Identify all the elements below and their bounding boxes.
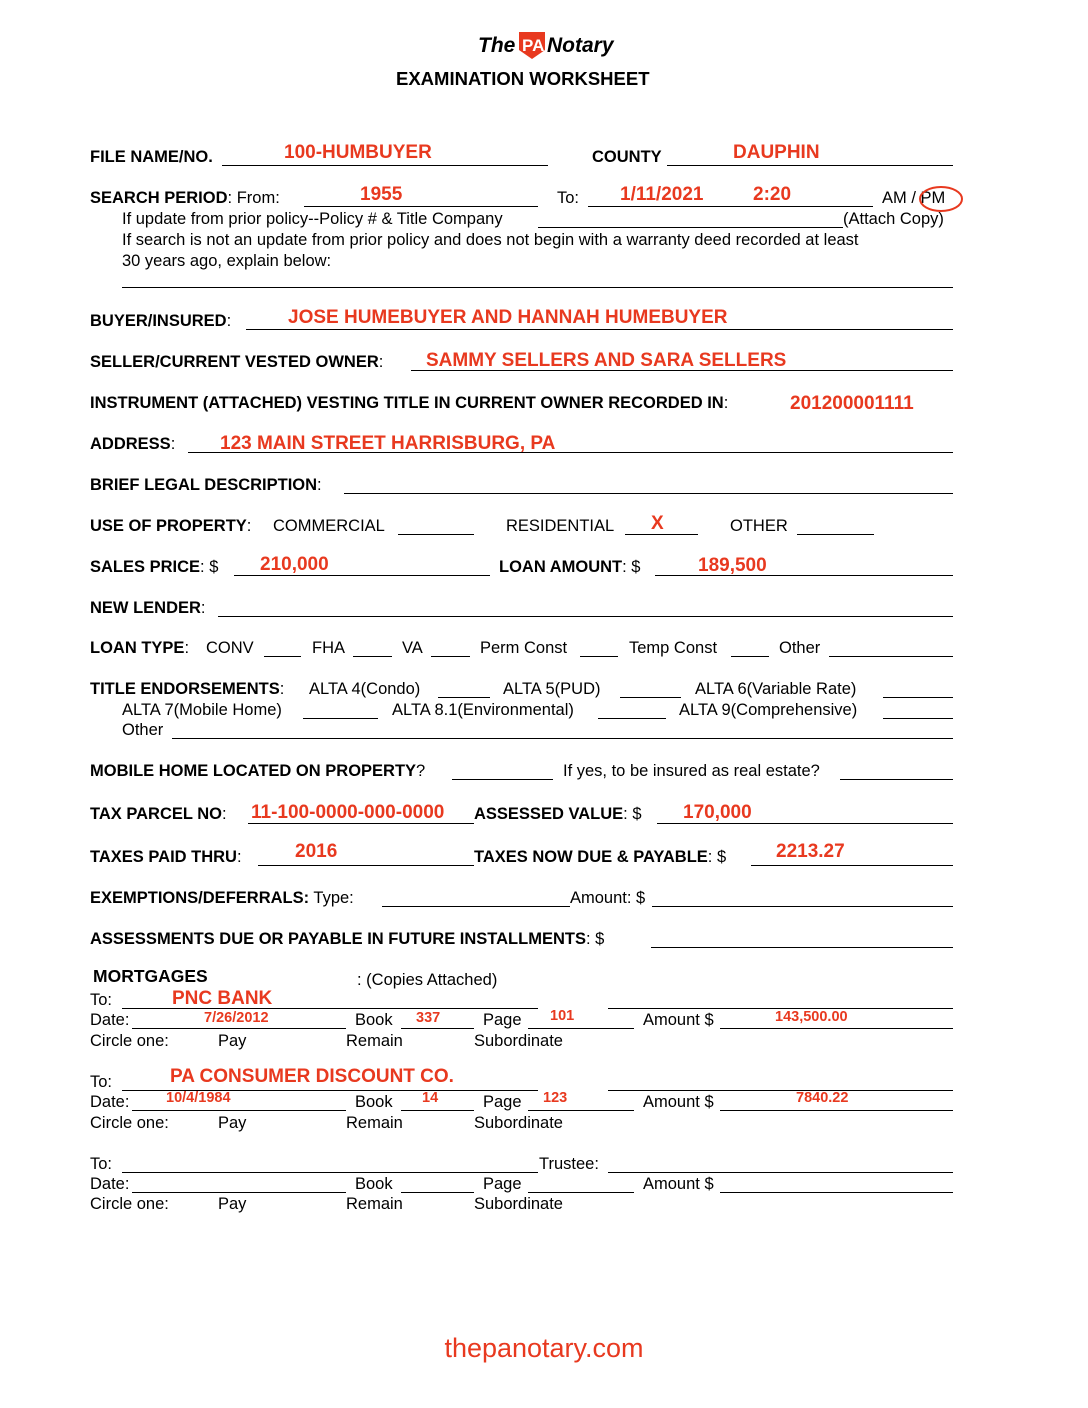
logo-mark [478, 26, 638, 62]
mortgage-1-to-value: PNC BANK [172, 988, 273, 1009]
mortgage-2-book-label: Book [355, 1093, 393, 1111]
mortgage-1-book-value: 337 [416, 1010, 441, 1026]
mortgage-3-circle-label: Circle one: [90, 1195, 169, 1213]
mortgage-1-page-line[interactable] [528, 1028, 634, 1029]
mortgage-3-to-label: To: [90, 1155, 113, 1173]
mortgage-3-to-line[interactable] [122, 1172, 538, 1173]
mortgage-2-date-line[interactable] [132, 1110, 346, 1111]
legal-label: BRIEF LEGAL DESCRIPTION [90, 476, 318, 494]
tax-parcel-value: 11-100-0000-000-0000 [251, 802, 445, 823]
mortgage-3-page-label: Page [483, 1175, 522, 1193]
mortgage-2-amount-line[interactable] [720, 1110, 953, 1111]
search-from-line[interactable] [304, 206, 538, 207]
mortgage-2-circle-label: Circle one: [90, 1114, 169, 1132]
taxes-paid-line[interactable] [258, 865, 474, 866]
residential-mark: X [651, 513, 664, 534]
use-label: USE OF PROPERTY [90, 517, 247, 535]
mortgage-1-amount-value: 143,500.00 [775, 1009, 848, 1025]
address-label: ADDRESS [90, 435, 171, 453]
alta4-label: ALTA 4(Condo) [309, 680, 421, 698]
buyer-line[interactable] [246, 329, 953, 330]
tax-parcel-label: TAX PARCEL NO [90, 805, 223, 823]
county-line[interactable] [667, 165, 953, 166]
mortgage-3-trustee-line[interactable] [608, 1172, 953, 1173]
new-lender-line[interactable] [218, 616, 953, 617]
assessments-line[interactable] [651, 947, 953, 948]
exemptions-type-line[interactable] [382, 906, 570, 907]
attach-copy-label: (Attach Copy) [843, 210, 944, 228]
search-period-row [90, 189, 280, 208]
alta7-line[interactable] [303, 718, 378, 719]
alta5-label: ALTA 5(PUD) [503, 680, 601, 698]
assessed-row: ASSESSED VALUE: $ [474, 805, 642, 823]
svg-text:The: The [478, 34, 516, 57]
mortgage-2-date-label: Date: [90, 1093, 130, 1111]
address-row: ADDRESS: [90, 435, 176, 453]
svg-text:PA: PA [522, 36, 545, 55]
mortgage-1-remain-option[interactable]: Remain [346, 1032, 403, 1050]
taxes-due-row: TAXES NOW DUE & PAYABLE: $ [474, 848, 727, 866]
mortgage-1-pay-option[interactable]: Pay [218, 1032, 247, 1050]
exemptions-row [90, 889, 354, 908]
seller-label: SELLER/CURRENT VESTED OWNER [90, 353, 379, 371]
alta5-line[interactable] [620, 697, 681, 698]
copies-attached-label: : (Copies Attached) [357, 971, 498, 989]
mortgage-2-amount-label: Amount $ [643, 1093, 714, 1111]
mortgage-2-subordinate-option[interactable]: Subordinate [474, 1114, 563, 1132]
perm-const-label: Perm Const [480, 639, 568, 657]
to-label: To: [557, 189, 580, 207]
update-line-label: If update from prior policy--Policy # & Title Company [122, 210, 503, 228]
mortgage-2-date-value: 10/4/1984 [166, 1090, 231, 1106]
taxes-due-line[interactable] [751, 865, 953, 866]
county-label: COUNTY [592, 148, 662, 166]
file-name-label: FILE NAME/NO. [90, 148, 213, 166]
endorsements-label: TITLE ENDORSEMENTS [90, 680, 280, 698]
mortgage-3-subordinate-option[interactable]: Subordinate [474, 1195, 563, 1213]
buyer-row: BUYER/INSURED: [90, 312, 232, 330]
update-line[interactable] [538, 227, 843, 228]
mortgage-2-to-value: PA CONSUMER DISCOUNT CO. [170, 1066, 454, 1087]
file-name-value: 100-HUMBUYER [284, 142, 432, 163]
mortgage-1-date-value: 7/26/2012 [204, 1010, 269, 1026]
mortgage-3-trustee-label: Trustee: [539, 1155, 599, 1173]
assessed-value-value: 170,000 [683, 802, 752, 823]
other-use-line[interactable] [797, 534, 874, 535]
instrument-value: 201200001111 [790, 393, 914, 414]
conv-label: CONV [206, 639, 254, 657]
legal-line[interactable] [344, 493, 953, 494]
search-to-date-value: 1/11/2021 [620, 184, 704, 205]
use-row: USE OF PROPERTY: [90, 517, 252, 535]
alta9-line[interactable] [883, 718, 953, 719]
va-line[interactable] [431, 656, 470, 657]
mortgage-3-amount-line[interactable] [720, 1192, 953, 1193]
fha-label: FHA [312, 639, 345, 657]
mortgage-3-book-label: Book [355, 1175, 393, 1193]
am-pm-label: AM / PM [882, 189, 946, 207]
residential-label: RESIDENTIAL [506, 517, 615, 535]
search-period-label: SEARCH PERIOD [90, 189, 228, 207]
mobile-home-row: MOBILE HOME LOCATED ON PROPERTY? [90, 762, 426, 780]
exemptions-amount-label: Amount: $ [570, 889, 646, 907]
mortgage-1-to-label: To: [90, 991, 113, 1009]
search-from-value: 1955 [360, 184, 403, 205]
mortgage-3-date-line[interactable] [132, 1192, 346, 1193]
mortgage-1-amount-label: Amount $ [643, 1011, 714, 1029]
mortgage-2-page-value: 123 [543, 1090, 568, 1106]
seller-value: SAMMY SELLERS AND SARA SELLERS [426, 350, 787, 371]
sales-row: SALES PRICE: $ [90, 558, 219, 576]
mortgage-1-circle-label: Circle one: [90, 1032, 169, 1050]
mortgage-1-book-line[interactable] [401, 1028, 474, 1029]
alta7-label: ALTA 7(Mobile Home) [122, 701, 282, 719]
instrument-row: INSTRUMENT (ATTACHED) VESTING TITLE IN CURRENT OWNER RECORDED IN: [90, 394, 729, 412]
other-label: OTHER [730, 517, 788, 535]
alta6-label: ALTA 6(Variable Rate) [695, 680, 857, 698]
commercial-label: COMMERCIAL [273, 517, 385, 535]
address-value: 123 MAIN STREET HARRISBURG, PA [220, 433, 556, 454]
search-to-time-value: 2:20 [753, 184, 792, 205]
loan-amount-value: 189,500 [698, 555, 767, 576]
mobile-home-label: MOBILE HOME LOCATED ON PROPERTY [90, 762, 417, 780]
assessed-value-label: ASSESSED VALUE [474, 805, 624, 823]
if-yes-line[interactable] [840, 779, 953, 780]
other-endorsement-line[interactable] [172, 738, 953, 739]
mortgage-1-amount-line[interactable] [720, 1028, 953, 1029]
mortgage-2-page-line[interactable] [528, 1110, 634, 1111]
mortgage-1-date-line[interactable] [132, 1028, 346, 1029]
svg-text:Notary: Notary [547, 34, 614, 57]
seller-row: SELLER/CURRENT VESTED OWNER: [90, 353, 384, 371]
mortgage-3-page-line[interactable] [528, 1192, 634, 1193]
endorsements-row: TITLE ENDORSEMENTS: [90, 680, 285, 698]
loan-type-label: LOAN TYPE [90, 639, 185, 657]
mortgage-3-pay-option[interactable]: Pay [218, 1195, 247, 1213]
taxes-due-value: 2213.27 [776, 841, 845, 862]
loan-type-row: LOAN TYPE: [90, 639, 190, 657]
instrument-label: INSTRUMENT (ATTACHED) VESTING TITLE IN CURRENT OWNER RECORDED IN [90, 394, 724, 412]
mortgage-2-pay-option[interactable]: Pay [218, 1114, 247, 1132]
explain-text-1: If search is not an update from prior policy and does not begin with a warranty deed recorded at least [122, 231, 859, 249]
new-lender-row: NEW LENDER: [90, 599, 206, 617]
exemptions-type-label: Type: [309, 889, 354, 907]
conv-line[interactable] [264, 656, 301, 657]
buyer-label: BUYER/INSURED [90, 312, 227, 330]
mortgage-1-date-label: Date: [90, 1011, 130, 1029]
temp-const-line[interactable] [731, 656, 769, 657]
search-to-line[interactable] [588, 206, 873, 207]
alta4-line[interactable] [438, 697, 490, 698]
mortgage-2-page-label: Page [483, 1093, 522, 1111]
mortgage-1-subordinate-option[interactable]: Subordinate [474, 1032, 563, 1050]
file-name-line[interactable] [222, 165, 548, 166]
mortgage-2-trustee-line[interactable] [608, 1090, 953, 1091]
mortgage-3-book-line[interactable] [401, 1192, 474, 1193]
legal-row: BRIEF LEGAL DESCRIPTION: [90, 476, 322, 494]
mortgage-3-date-label: Date: [90, 1175, 130, 1193]
mobile-home-line[interactable] [452, 779, 553, 780]
tax-parcel-row: TAX PARCEL NO: [90, 805, 227, 823]
exemptions-amount-line[interactable] [652, 906, 953, 907]
alta81-label: ALTA 8.1(Environmental) [392, 701, 574, 719]
mortgage-2-book-value: 14 [422, 1090, 439, 1106]
explain-text-2: 30 years ago, explain below: [122, 252, 332, 270]
commercial-line[interactable] [398, 534, 474, 535]
mortgage-2-amount-value: 7840.22 [796, 1090, 849, 1106]
footer-link[interactable]: thepanotary.com [444, 1333, 644, 1363]
temp-const-label: Temp Const [629, 639, 718, 657]
assessments-row: ASSESSMENTS DUE OR PAYABLE IN FUTURE INSTALLMENTS: $ [90, 930, 605, 948]
perm-const-line[interactable] [580, 656, 618, 657]
mortgage-3-amount-label: Amount $ [643, 1175, 714, 1193]
alta81-line[interactable] [598, 718, 666, 719]
fha-line[interactable] [353, 656, 392, 657]
mortgage-2-book-line[interactable] [401, 1110, 474, 1111]
mortgage-2-remain-option[interactable]: Remain [346, 1114, 403, 1132]
mortgage-1-book-label: Book [355, 1011, 393, 1029]
taxes-paid-label: TAXES PAID THRU [90, 848, 237, 866]
taxes-due-label: TAXES NOW DUE & PAYABLE [474, 848, 708, 866]
explain-line[interactable] [122, 287, 953, 288]
if-yes-label: If yes, to be insured as real estate? [563, 762, 820, 780]
page-title: EXAMINATION WORKSHEET [396, 68, 650, 89]
mortgage-3-remain-option[interactable]: Remain [346, 1195, 403, 1213]
va-label: VA [402, 639, 423, 657]
county-value: DAUPHIN [733, 142, 820, 163]
from-label: : From: [227, 189, 280, 207]
assessments-label: ASSESSMENTS DUE OR PAYABLE IN FUTURE INSTALLMENTS [90, 930, 586, 948]
sales-price-value: 210,000 [260, 554, 329, 575]
exemptions-label: EXEMPTIONS/DEFERRALS: [90, 889, 310, 907]
mortgage-1-page-value: 101 [550, 1008, 575, 1024]
alta9-label: ALTA 9(Comprehensive) [679, 701, 858, 719]
taxes-paid-value: 2016 [295, 841, 338, 862]
taxes-paid-row: TAXES PAID THRU: [90, 848, 242, 866]
other-loan-label: Other [779, 639, 821, 657]
loan-amount-label: LOAN AMOUNT [499, 558, 623, 576]
mortgage-1-page-label: Page [483, 1011, 522, 1029]
loan-row: LOAN AMOUNT: $ [499, 558, 641, 576]
mortgage-2-to-label: To: [90, 1073, 113, 1091]
other-endorsement-label: Other [122, 721, 164, 739]
other-loan-line[interactable] [829, 656, 953, 657]
sales-price-label: SALES PRICE [90, 558, 201, 576]
alta6-line[interactable] [883, 697, 953, 698]
buyer-value: JOSE HUMEBUYER AND HANNAH HUMEBUYER [288, 307, 728, 328]
new-lender-label: NEW LENDER [90, 599, 201, 617]
mortgages-heading: MORTGAGES [93, 966, 208, 986]
